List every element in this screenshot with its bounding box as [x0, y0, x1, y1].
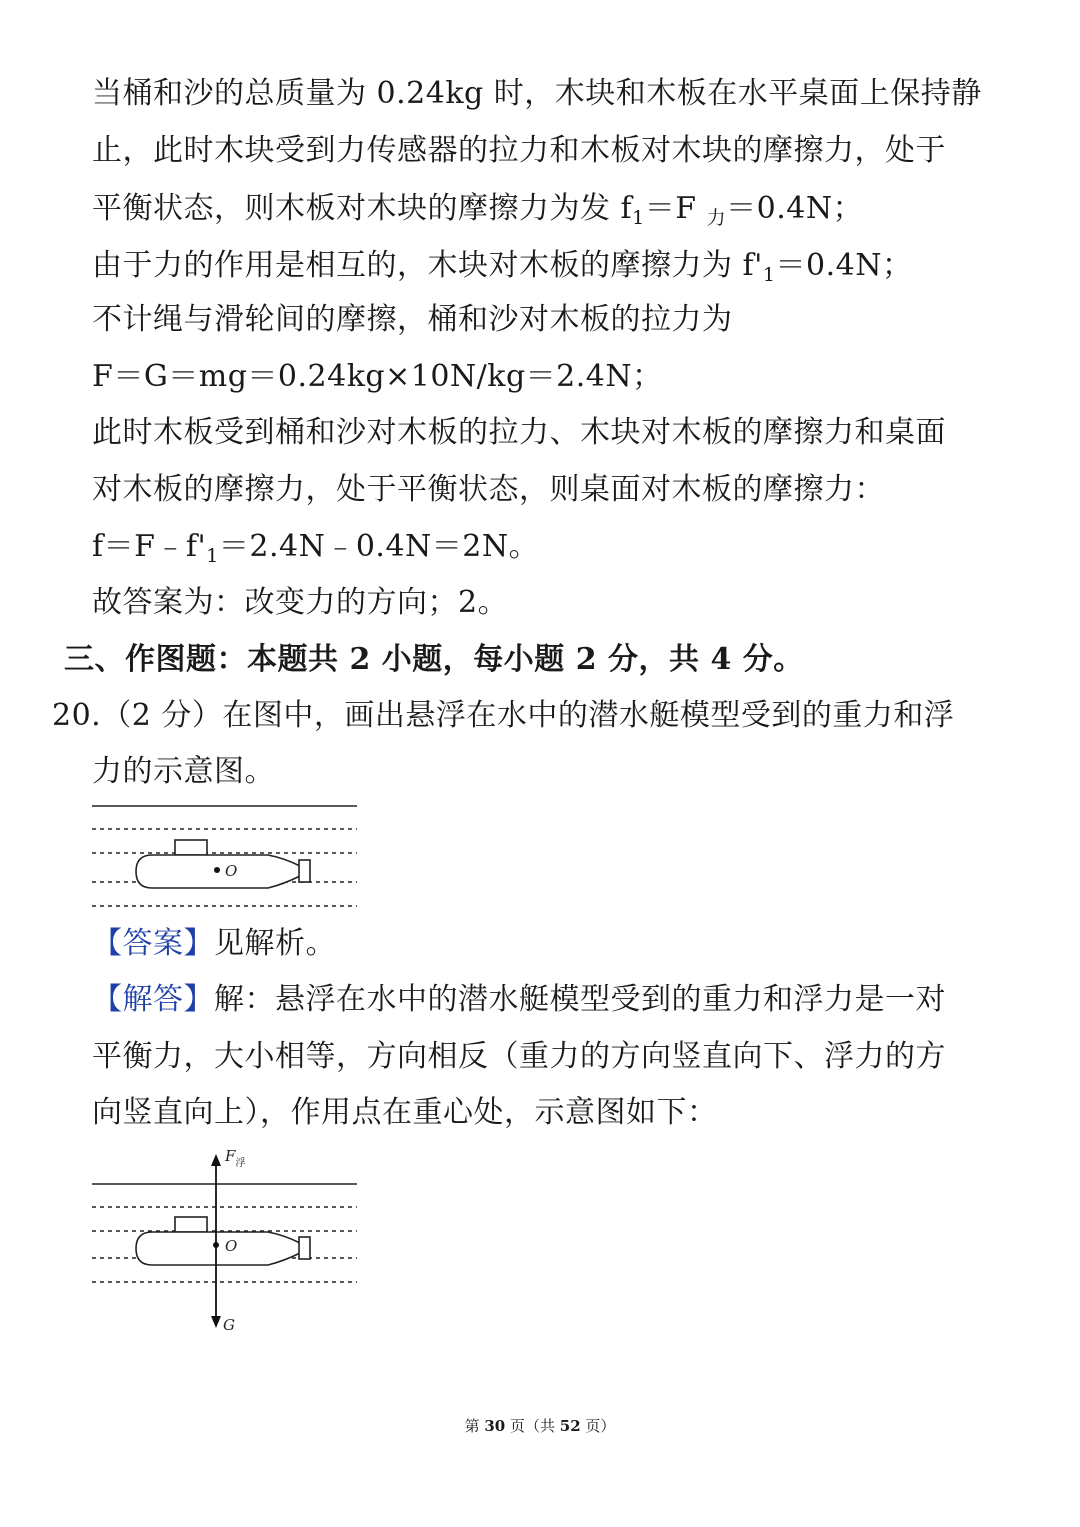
text-line: 对木板的摩擦力，处于平衡状态，则桌面对木板的摩擦力：	[92, 472, 885, 507]
center-label: O	[225, 862, 238, 880]
solution-line: 向竖直向上），作用点在重心处，示意图如下：	[92, 1095, 718, 1130]
text-line: 当桶和沙的总质量为 0.24kg 时，木块和木板在水平桌面上保持静	[92, 76, 982, 111]
page-number: 30	[484, 1417, 506, 1435]
submarine-icon	[136, 1217, 310, 1265]
question-text: 力的示意图。	[92, 754, 275, 789]
text-line: 止，此时木块受到力传感器的拉力和木板对木块的摩擦力，处于	[92, 133, 946, 168]
text-line: 不计绳与滑轮间的摩擦，桶和沙对木板的拉力为	[92, 302, 733, 337]
submarine-icon	[136, 840, 310, 888]
text-line: 此时木板受到桶和沙对木板的拉力、木块对木板的摩擦力和桌面	[92, 415, 946, 450]
text-line: 平衡状态，则木板对木块的摩擦力为发 $f_1=F$ $_力$＝0.4N；	[92, 191, 864, 229]
force-diagram-figure	[88, 1146, 368, 1332]
buoyancy-label: $F_浮$	[225, 1147, 246, 1169]
text-line: 由于力的作用是相互的，木块对木板的摩擦力为 $f'_1=0.4N$；	[92, 248, 913, 286]
gravity-label: G	[223, 1316, 235, 1332]
solution-line: 【解答】解：悬浮在水中的潜水艇模型受到的重力和浮力是一对	[92, 982, 946, 1017]
text-line: F＝G＝mg＝0.24kg×10N/kg＝2.4N；	[92, 359, 663, 394]
center-label: O	[225, 1237, 238, 1255]
section-heading: 三、作图题：本题共 2 小题，每小题 2 分，共 4 分。	[64, 642, 804, 677]
text-line: 故答案为：改变力的方向；2。	[92, 585, 509, 620]
page-footer: 第 30 页（共 52 页）	[464, 1417, 616, 1435]
page-total: 52	[559, 1417, 581, 1435]
answer-tag: 【答案】	[92, 926, 214, 961]
center-of-gravity-dot	[214, 867, 220, 873]
question-text: 20.（2 分）在图中，画出悬浮在水中的潜水艇模型受到的重力和浮	[52, 698, 955, 733]
center-of-gravity-dot	[213, 1242, 219, 1248]
text-line: $f=F﹣f'_1=2.4N﹣0.4N=2N$。	[92, 529, 540, 567]
answer-line: 【答案】见解析。	[92, 926, 336, 961]
solution-tag: 【解答】	[92, 982, 214, 1017]
solution-line: 平衡力，大小相等，方向相反（重力的方向竖直向下、浮力的方	[92, 1039, 946, 1074]
submarine-figure	[88, 798, 368, 916]
